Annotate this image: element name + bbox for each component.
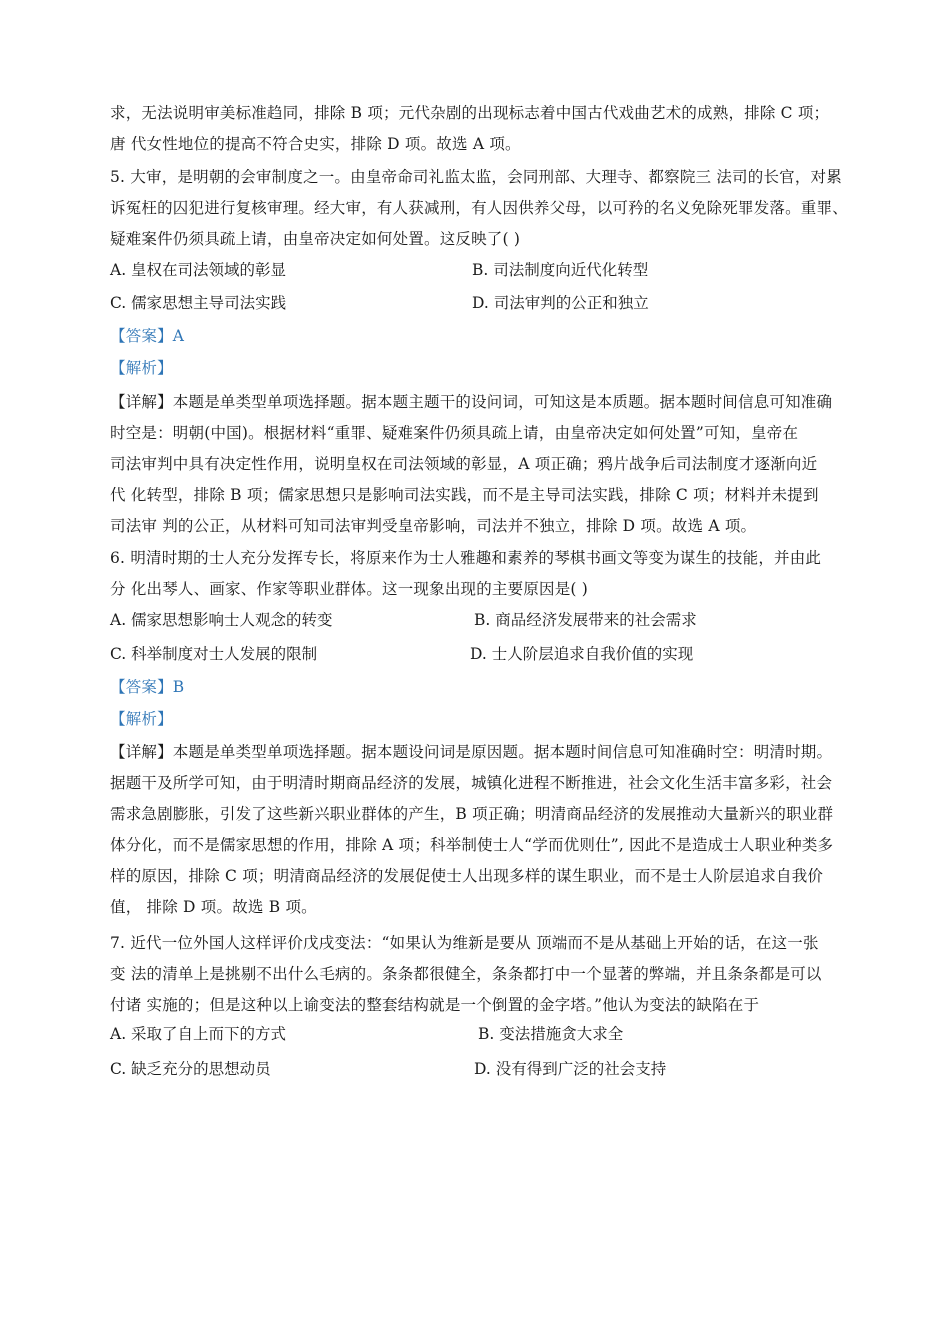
q6-stem-line-2: 分 化出琴人、画家、作家等职业群体。这一现象出现的主要原因是( ) — [110, 580, 589, 598]
q5-detail-line-5: 司法审 判的公正，从材料可知司法审判受皇帝影响，司法并不独立，排除 D 项。故选 A 项。 — [110, 517, 757, 535]
q6-detail-line-6: 值， 排除 D 项。故选 B 项。 — [110, 898, 317, 916]
q6-detail-line-4: 体分化，而不是儒家思想的作用，排除 A 项；科举制使士人“学而优则仕”, 因此不是造成士人职业种类多 — [110, 836, 834, 854]
q6-detail-line-2: 据题干及所学可知，由于明清时期商品经济的发展，城镇化进程不断推进，社会文化生活丰富多彩，社会 — [110, 774, 833, 792]
q6-option-b: B. 商品经济发展带来的社会需求 — [474, 611, 697, 629]
q5-detail-line-4: 代 化转型，排除 B 项；儒家思想只是影响司法实践，而不是主导司法实践，排除 C 项；材料并未提到 — [110, 486, 819, 504]
q4-tail-line-1: 求，无法说明审美标准趋同，排除 B 项；元代杂剧的出现标志着中国古代戏曲艺术的成熟，排除 C 项； — [110, 104, 830, 122]
q7-option-a: A. 采取了自上而下的方式 — [110, 1025, 287, 1043]
q5-stem-line-3: 疑难案件仍须具疏上请，由皇帝决定如何处置。这反映了( ) — [110, 230, 521, 248]
q7-stem-line-3: 付诸 实施的；但是这种以上谕变法的整套结构就是一个倒置的金字塔。”他认为变法的缺陷在于 — [110, 996, 760, 1014]
q6-detail-line-1: 【详解】本题是单类型单项选择题。据本题设问词是原因题。据本题时间信息可知准确时空：明清时期。 — [110, 743, 833, 761]
q4-tail-line-2: 唐 代女性地位的提高不符合史实，排除 D 项。故选 A 项。 — [110, 135, 521, 153]
q6-stem-line-1: 6. 明清时期的士人充分发挥专长，将原来作为士人雅趣和素养的琴棋书画文等变为谋生的技能，并由此 — [110, 549, 822, 567]
q5-detail-line-1: 【详解】本题是单类型单项选择题。据本题主题干的设问词，可知这是本质题。据本题时间信息可知准确 — [110, 393, 833, 411]
q5-detail-line-2: 时空是：明朝(中国)。根据材料“重罪、疑难案件仍须具疏上请，由皇帝决定如何处置”可知，皇帝在 — [110, 424, 799, 442]
q7-option-c: C. 缺乏充分的思想动员 — [110, 1060, 271, 1078]
q5-answer: 【答案】A — [110, 327, 185, 345]
q5-option-d: D. 司法审判的公正和独立 — [472, 294, 649, 312]
q6-analysis-label: 【解析】 — [110, 710, 173, 728]
q5-option-c: C. 儒家思想主导司法实践 — [110, 294, 287, 312]
q5-stem-line-1: 5. 大审，是明朝的会审制度之一。由皇帝命司礼监太监，会同刑部、大理寺、都察院三 法司的长官，对累 — [110, 168, 842, 186]
q6-answer: 【答案】B — [110, 678, 185, 696]
q5-stem-line-2: 诉冤枉的囚犯进行复核审理。经大审，有人获减刑，有人因供养父母，以可矜的名义免除死罪发落。重罪、 — [110, 199, 848, 217]
q6-detail-line-3: 需求急剧膨胀，引发了这些新兴职业群体的产生，B 项正确；明清商品经济的发展推动大量新兴的职业群 — [110, 805, 834, 823]
q5-analysis-label: 【解析】 — [110, 359, 173, 377]
q5-option-a: A. 皇权在司法领域的彰显 — [110, 261, 287, 279]
q6-option-c: C. 科举制度对士人发展的限制 — [110, 645, 318, 663]
q5-detail-line-3: 司法审判中具有决定性作用，说明皇权在司法领域的彰显，A 项正确；鸦片战争后司法制度才逐渐向近 — [110, 455, 818, 473]
q5-option-b: B. 司法制度向近代化转型 — [472, 261, 649, 279]
q6-detail-line-5: 样的原因，排除 C 项；明清商品经济的发展促使士人出现多样的谋生职业，而不是士人阶层追求自我价 — [110, 867, 824, 885]
q7-option-b: B. 变法措施贪大求全 — [478, 1025, 624, 1043]
q7-option-d: D. 没有得到广泛的社会支持 — [474, 1060, 667, 1078]
q6-option-d: D. 士人阶层追求自我价值的实现 — [470, 645, 694, 663]
q7-stem-line-1: 7. 近代一位外国人这样评价戊戌变法：“如果认为维新是要从 顶端而不是从基础上开始的话，在这一张 — [110, 934, 819, 952]
q7-stem-line-2: 变 法的清单上是挑剔不出什么毛病的。条条都很健全，条条都打中一个显著的弊端，并且条条都是可以 — [110, 965, 822, 983]
q6-option-a: A. 儒家思想影响士人观念的转变 — [110, 611, 333, 629]
